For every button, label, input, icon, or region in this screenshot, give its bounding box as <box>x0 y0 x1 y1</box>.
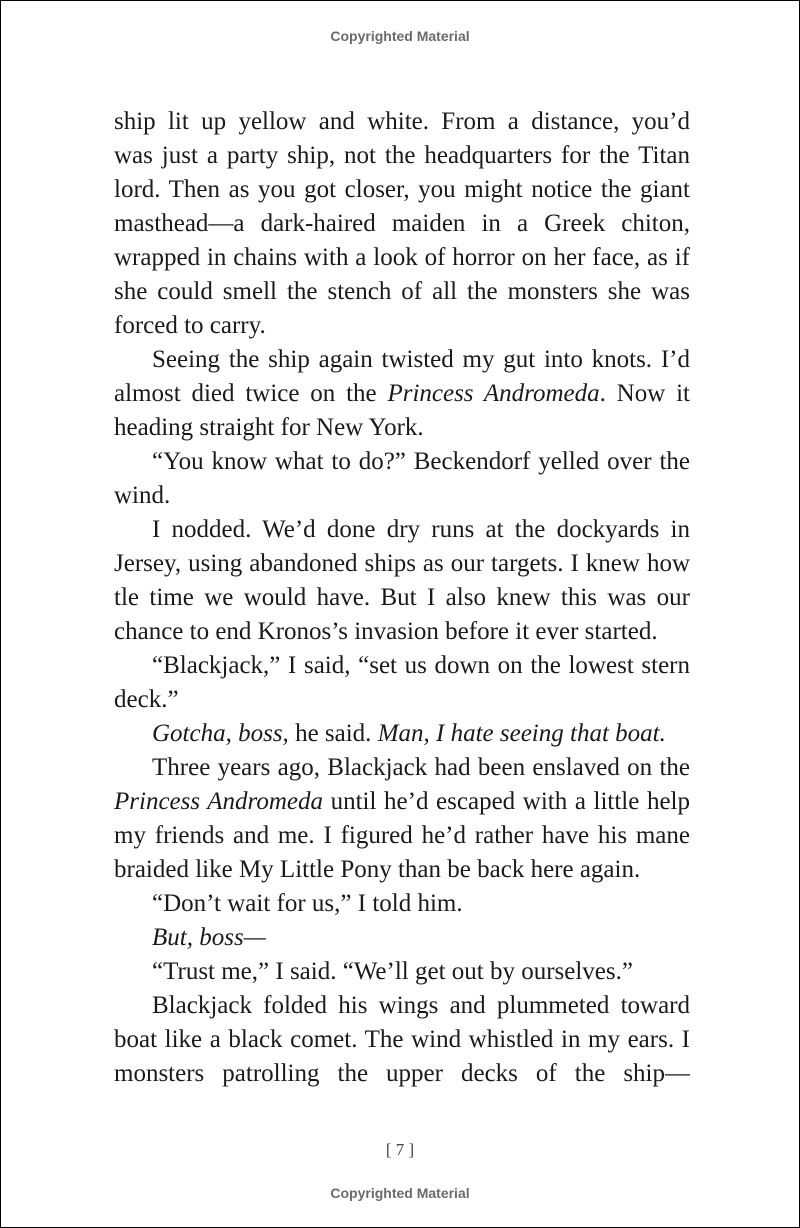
text-line <box>114 411 690 445</box>
text-segment: wind. <box>114 482 171 509</box>
text-line <box>114 377 690 411</box>
text-segment: deck.” <box>114 686 179 713</box>
text-segment: almost died twice on the <box>114 380 388 407</box>
text-segment: “Blackjack,” I said, “set us down on the lowest stern <box>152 652 690 679</box>
text-segment: . Now it <box>599 380 690 407</box>
text-line <box>114 581 690 615</box>
text-segment: he said. <box>288 720 378 747</box>
text-segment: Seeing the ship again twisted my gut into knots. I’d <box>152 346 690 373</box>
text-segment: “You know what to do?” Beckendorf yelled over the <box>152 448 690 475</box>
text-line <box>114 547 690 581</box>
text-line <box>114 717 690 751</box>
italic-text: Man, I hate seeing that boat. <box>377 720 666 747</box>
text-segment: wrapped in chains with a look of horror on her face, as if <box>114 244 690 271</box>
text-line <box>114 309 690 343</box>
text-segment: lord. Then as you got closer, you might notice the giant <box>114 176 690 203</box>
text-line <box>114 1023 690 1057</box>
text-line <box>114 751 690 785</box>
text-segment: chance to end Kronos’s invasion before it ever started. <box>114 618 658 645</box>
text-line <box>114 275 690 309</box>
text-segment: “Don’t wait for us,” I told him. <box>152 890 463 917</box>
text-line <box>114 819 690 853</box>
text-line <box>114 887 690 921</box>
text-segment: I nodded. We’d done dry runs at the dockyards in <box>152 516 690 543</box>
text-line <box>114 513 690 547</box>
text-segment: boat like a black comet. The wind whistled in my ears. I <box>114 1026 690 1053</box>
text-segment: forced to carry. <box>114 312 266 339</box>
text-segment: Blackjack folded his wings and plummeted toward <box>152 992 690 1019</box>
text-segment: Three years ago, Blackjack had been enslaved on the <box>152 754 690 781</box>
italic-text: Princess Andromeda <box>387 380 600 407</box>
text-line <box>114 853 690 887</box>
italic-text: Princess Andromeda <box>114 788 323 815</box>
text-line <box>114 241 690 275</box>
text-line <box>114 649 690 683</box>
body-text <box>114 105 690 1091</box>
text-line <box>114 1057 690 1091</box>
text-line <box>114 921 690 955</box>
text-segment: Jersey, using abandoned ships as our targets. I knew how <box>114 550 690 577</box>
italic-text: But, boss— <box>152 924 266 951</box>
text-line <box>114 105 690 139</box>
text-segment: she could smell the stench of all the monsters she was <box>114 278 690 305</box>
text-line <box>114 173 690 207</box>
text-segment: monsters patrolling the upper decks of the ship— <box>114 1060 690 1087</box>
text-segment: until he’d escaped with a little help <box>330 788 690 815</box>
text-segment: tle time we would have. But I also knew this was our <box>114 584 690 611</box>
text-line <box>114 683 690 717</box>
text-line <box>114 615 690 649</box>
text-line <box>114 479 690 513</box>
copyright-footer: Copyrighted Material <box>330 1185 470 1201</box>
text-segment: was just a party ship, not the headquarters for the Titan <box>114 142 690 169</box>
text-segment: my friends and me. I figured he’d rather have his mane <box>114 822 690 849</box>
text-segment: masthead—a dark-haired maiden in a Greek chiton, <box>114 210 690 237</box>
text-segment: “Trust me,” I said. “We’ll get out by ourselves.” <box>152 958 633 985</box>
text-segment: ship lit up yellow and white. From a distance, you’d <box>114 108 690 135</box>
text-line <box>114 139 690 173</box>
page-number: [ 7 ] <box>385 1140 415 1159</box>
copyright-header: Copyrighted Material <box>330 28 470 44</box>
italic-text: Gotcha, boss, <box>152 720 289 747</box>
text-segment: heading straight for New York. <box>114 414 424 441</box>
text-line <box>114 207 690 241</box>
text-line <box>114 955 690 989</box>
text-line <box>114 785 690 819</box>
text-segment: braided like My Little Pony than be back here again. <box>114 856 641 883</box>
text-line <box>114 343 690 377</box>
text-line <box>114 445 690 479</box>
text-line <box>114 989 690 1023</box>
